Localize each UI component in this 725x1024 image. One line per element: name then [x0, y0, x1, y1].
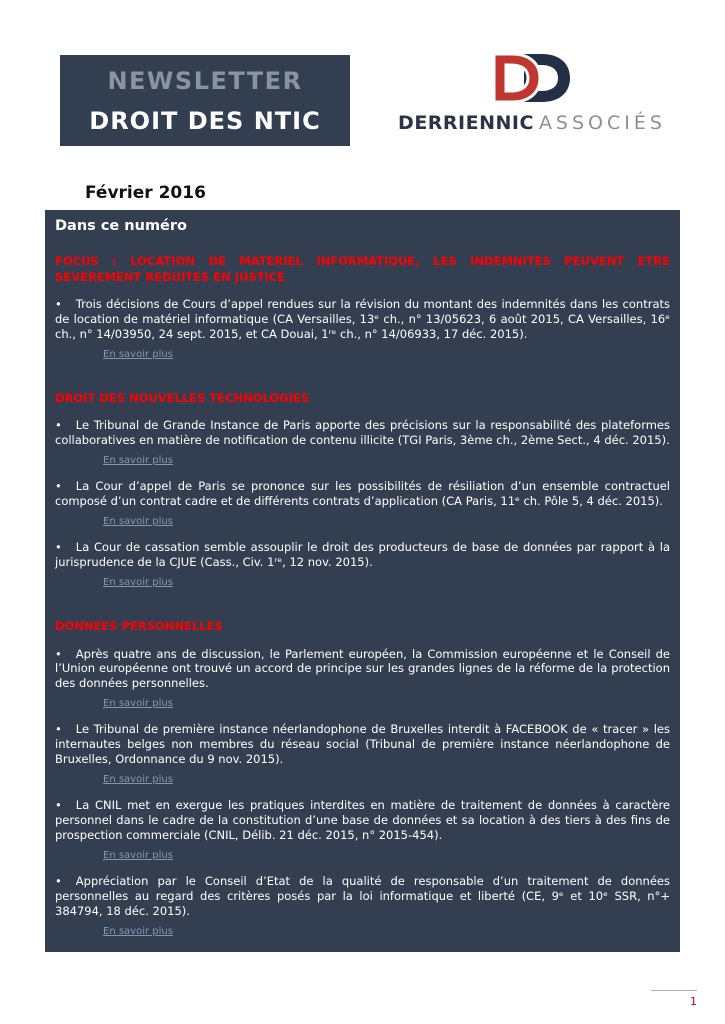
toc-entry [55, 418, 670, 467]
section-heading-focus: FOCUS : LOCATION DE MATERIEL INFORMATIQUE, LES INDEMNITES PEUVENT ETRE SEVEREMENT REDUITES EN JUSTICE [55, 254, 670, 284]
toc-entry [55, 540, 670, 589]
bullet-icon: • [55, 798, 62, 813]
bullet-icon: • [55, 418, 62, 433]
entry-paragraph [55, 479, 670, 509]
bullet-icon: • [55, 646, 62, 661]
toc-entry [55, 297, 670, 361]
bullet-icon: • [55, 540, 62, 555]
entry-paragraph [55, 874, 670, 919]
read-more-link[interactable]: En savoir plus [103, 925, 173, 937]
read-more-link[interactable]: En savoir plus [103, 849, 173, 861]
newsletter-banner [60, 55, 350, 146]
toc-entry [55, 874, 670, 938]
footer-divider [651, 990, 697, 991]
logo-suffix: ASSOCIÉS [538, 112, 666, 134]
read-more-link[interactable]: En savoir plus [103, 774, 173, 786]
toc-entry [55, 798, 670, 862]
read-more-link[interactable]: En savoir plus [103, 348, 173, 360]
read-more-link[interactable]: En savoir plus [103, 516, 173, 528]
toc-entry [55, 722, 670, 786]
section-heading-droit-nt: DROIT DES NOUVELLES TECHNOLOGIES [55, 390, 309, 405]
bullet-icon: • [55, 297, 62, 312]
entry-paragraph [55, 722, 670, 767]
page-number: 1 [690, 995, 697, 1008]
bullet-icon: • [55, 722, 62, 737]
entry-paragraph [55, 540, 670, 570]
banner-title: NEWSLETTER [107, 66, 303, 95]
section-heading-donnees: DONNEES PERSONNELLES [55, 618, 223, 633]
page-footer [651, 990, 697, 1008]
entry-text: La Cour d’appel de Paris se prononce sur les possibilités de résiliation d’un ensemble contractuel composé d’un contrat cadre et de différents contrats d’application (CA Paris, 11ᵉ ch. Pôle 5, 4 déc. 2015). [55, 479, 670, 509]
entry-paragraph [55, 798, 670, 843]
entry-text: La Cour de cassation semble assouplir le droit des producteurs de base de données par rapport à la jurisprudence de la CJUE (Cass., Civ. 1ʳᵉ, 12 nov. 2015). [55, 540, 670, 570]
entry-text: Le Tribunal de Grande Instance de Paris apporte des précisions sur la responsabilité des plateformes collaboratives en matière de notification de contenu illicite (TGI Paris, 3ème ch., 2ème Sect., 4 déc. 2015). [55, 418, 670, 448]
entry-paragraph [55, 647, 670, 692]
entry-paragraph [55, 297, 670, 342]
date-title: Février 2016 [85, 183, 206, 203]
entry-paragraph [55, 418, 670, 448]
toc-entry [55, 479, 670, 528]
toc-panel [45, 210, 680, 952]
derriennic-logo-icon [392, 52, 672, 108]
logo-wordmark [392, 112, 672, 134]
toc-entry [55, 647, 670, 711]
entry-text: Après quatre ans de discussion, le Parlement européen, la Commission européenne et le Conseil de l’Union européenne ont trouvé un accord de principe sur les grandes lignes de la réforme de la protection des données personnelles. [55, 646, 670, 691]
entry-text: Appréciation par le Conseil d’Etat de la qualité de responsable d’un traitement de données personnelles au regard des critères posés par la loi informatique et liberté (CE, 9ᵉ et 10ᵉ SSR, n°+ 384794, 18 déc. 2015). [55, 873, 670, 918]
toc-title: Dans ce numéro [55, 218, 188, 234]
read-more-link[interactable]: En savoir plus [103, 455, 173, 467]
logo-name: DERRIENNIC [398, 112, 534, 134]
bullet-icon: • [55, 479, 62, 494]
entry-text: Le Tribunal de première instance néerlandophone de Bruxelles interdit à FACEBOOK de « tracer » les internautes belges non membres du réseau social (Tribunal de première instance néerlandophone de Bruxelles, Ordonnance du 9 nov. 2015). [55, 722, 670, 767]
banner-subtitle: DROIT DES NTIC [89, 106, 321, 135]
bullet-icon: • [55, 873, 62, 888]
entry-text: La CNIL met en exergue les pratiques interdites en matière de traitement de données à caractère personnel dans le cadre de la constitution d’une base de données et sa location à des tiers à des fins de prospection commerciale (CNIL, Délib. 21 déc. 2015, n° 2015-454). [55, 798, 670, 842]
entry-text: Trois décisions de Cours d’appel rendues sur la révision du montant des indemnités dans les contrats de location de matériel informatique (CA Versailles, 13ᵉ ch., n° 13/05623, 6 août 2015, CA Versailles, 16ᵉ ch., n° 14/03950, 24 sept. 2015, et CA Douai, 1ʳᵉ ch., n° 14/06933, 17 déc. 2015). [55, 297, 670, 341]
read-more-link[interactable]: En savoir plus [103, 576, 173, 588]
derriennic-logo [392, 52, 672, 134]
read-more-link[interactable]: En savoir plus [103, 698, 173, 710]
